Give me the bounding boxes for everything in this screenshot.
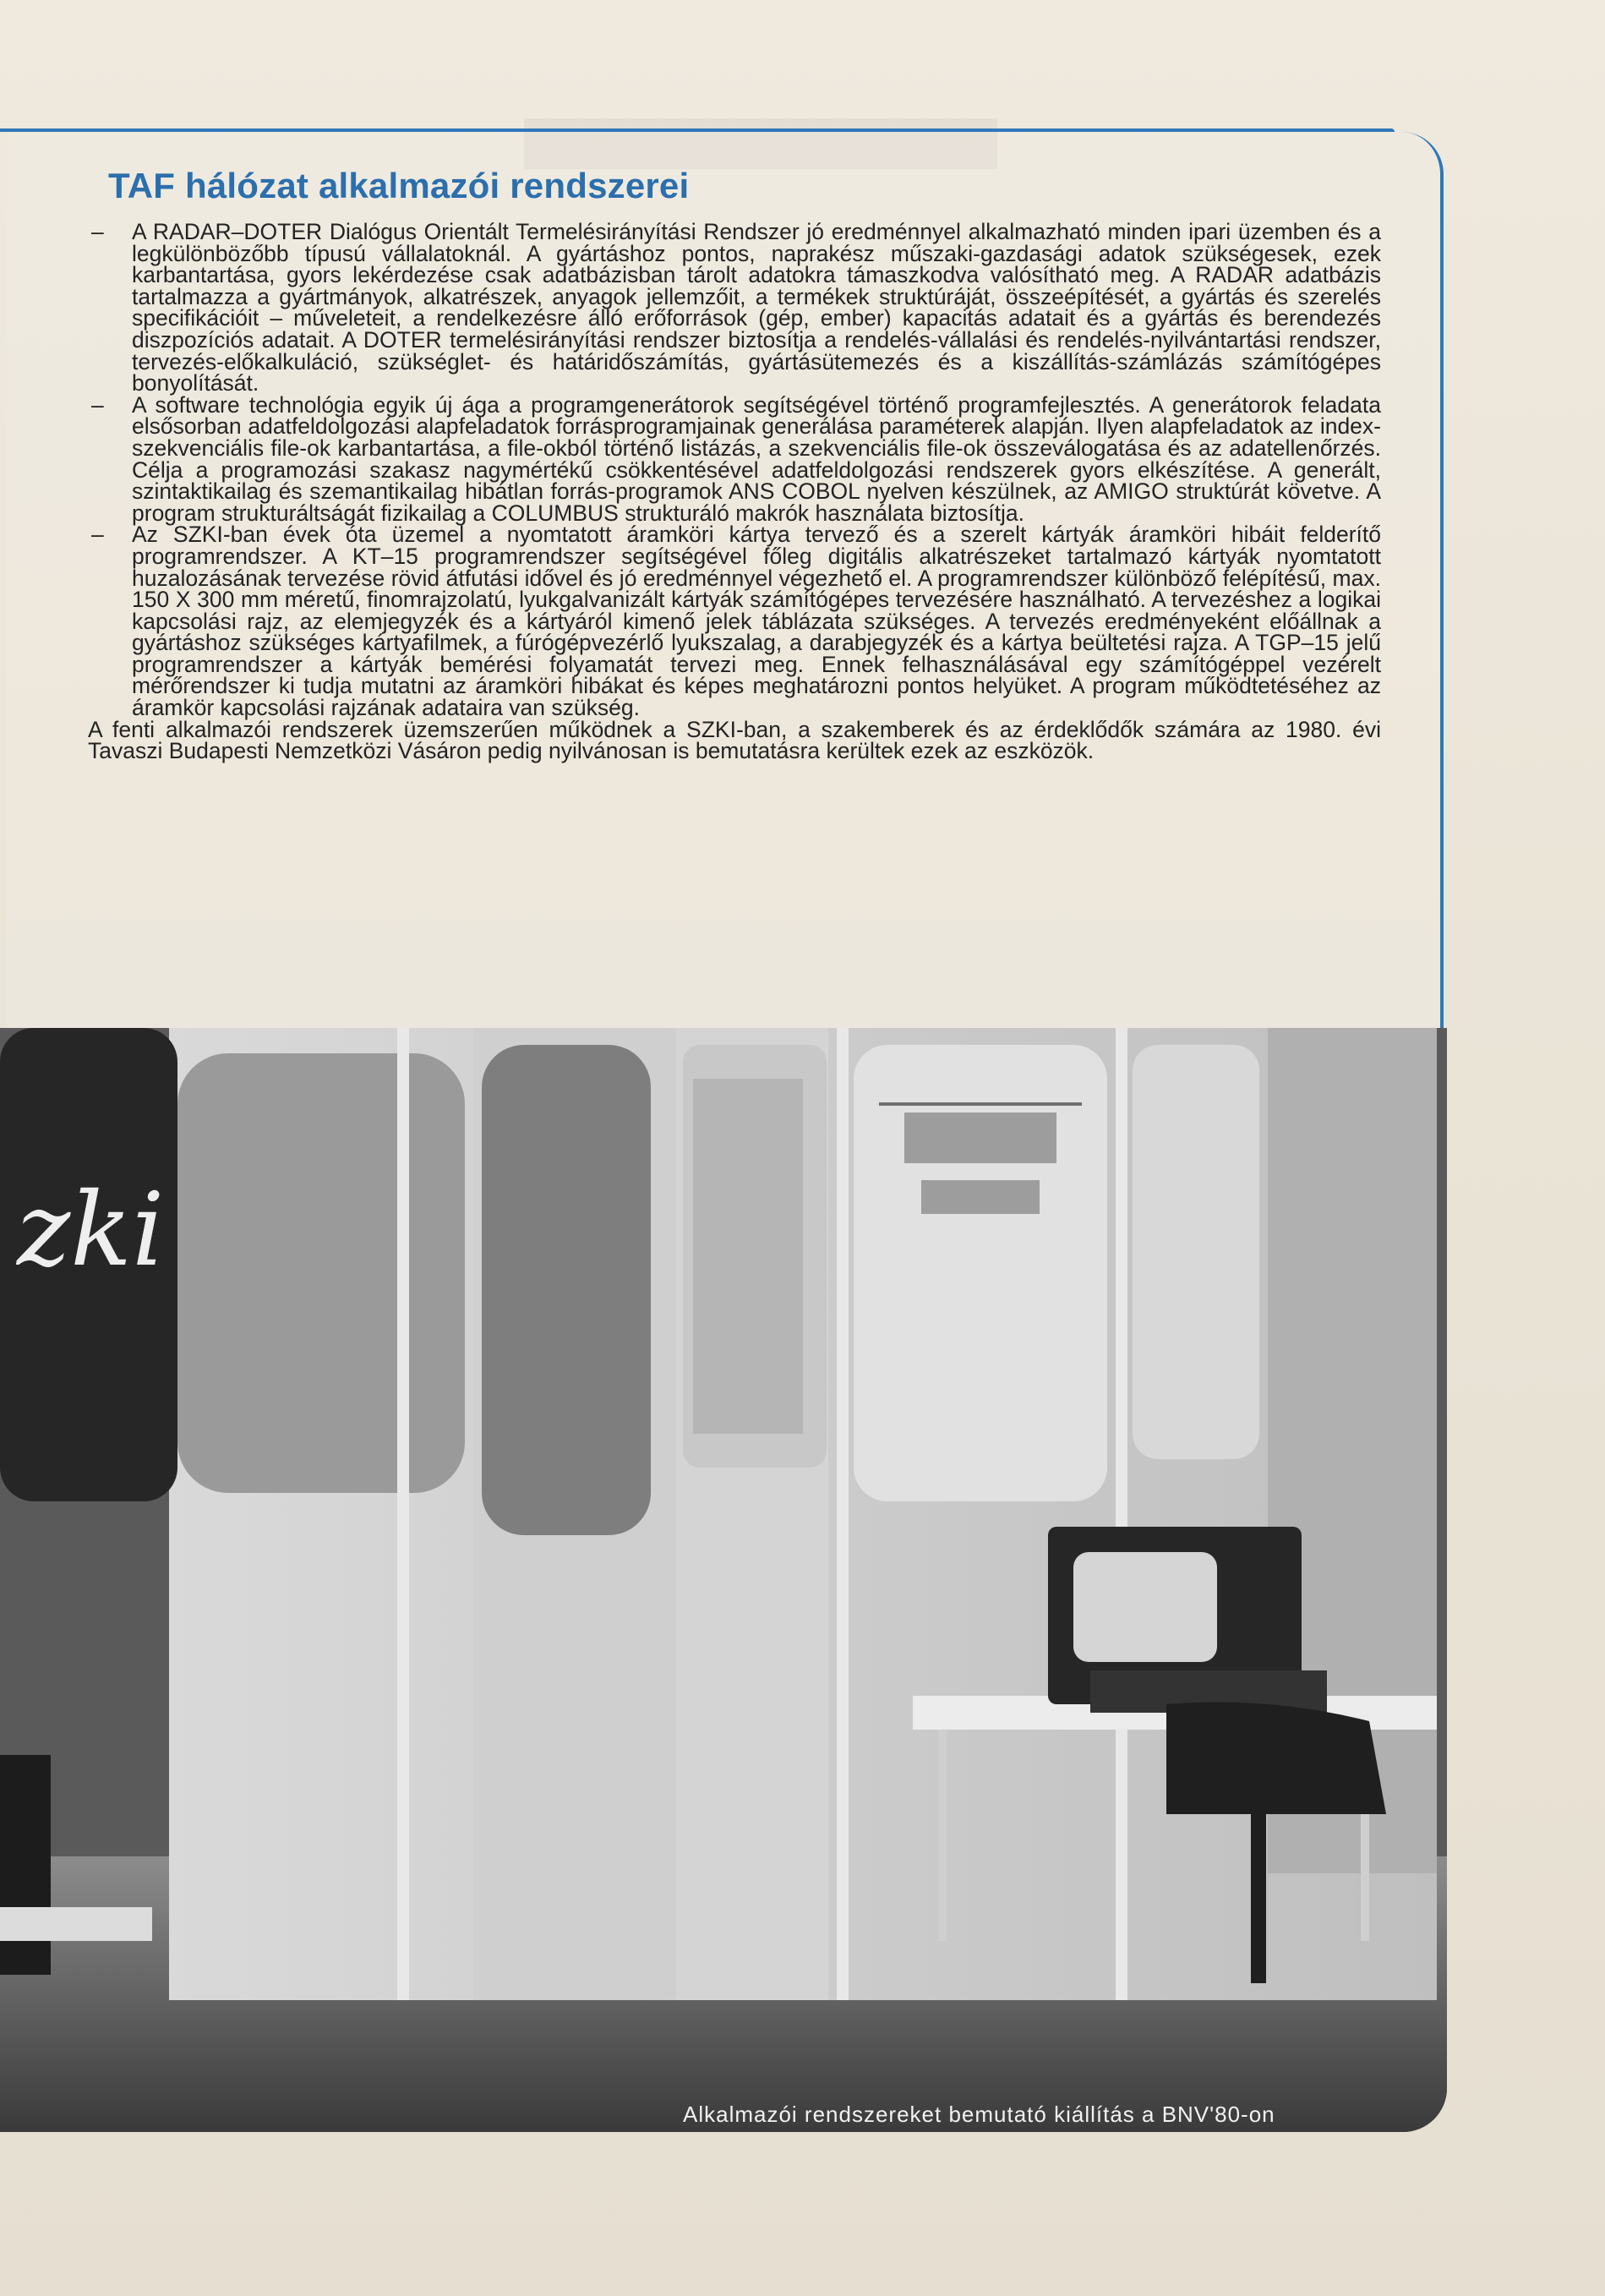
exhibition-photo-illustration bbox=[0, 1028, 1447, 2132]
list-bullet: – bbox=[91, 219, 104, 244]
chair-base bbox=[1251, 1814, 1266, 1983]
terminal-screen bbox=[1073, 1552, 1217, 1662]
szki-sign-text: zki bbox=[17, 1172, 165, 1289]
photo-caption: Alkalmazói rendszereket bemutató kiállítás a BNV'80-on bbox=[683, 2102, 1275, 2127]
list-bullet: – bbox=[91, 391, 104, 418]
list-bullet: – bbox=[91, 522, 104, 548]
poster-diagram bbox=[904, 1112, 1056, 1163]
exhibition-photo bbox=[0, 1028, 1447, 2132]
list-item-text: A software technológia egyik új ága a programgenerátorok segítségével történő programfejlesztés. A generátorok feladata elsősorban adatfeldolgozási alapfeladatok forrásprogramjainak generálása paraméterek alapján. Ilyen alapfeladatok az index-szekvenciális file-ok karbantartása, a file-okból történő listázás, a szekvenciális file-ok összeválogatása és az adatellenőrzés. Célja a programozási szakasz nagymértékű csökkentésével adatfeldolgozási rendszerek gyors elkészítése. A generált, szintaktikailag és szemantikailag hibátlan forrás-programok ANS COBOL nyelven készülnek, az AMIGO struktúrát követve. A program strukturáltságát fizikailag a COLUMBUS strukturáló makrók használata biztosítja. bbox=[132, 391, 1381, 526]
poster-diagram bbox=[921, 1180, 1040, 1214]
poster-diagram bbox=[693, 1079, 803, 1434]
list-item bbox=[88, 524, 1381, 719]
display-stand bbox=[0, 1755, 51, 1975]
list-item-text: A RADAR–DOTER Dialógus Orientált Termelésirányítási Rendszer jó eredménnyel alkalmazható minden ipari üzemben és a legkülönbözőbb típusú vállalatoknál. A gyártáshoz pontos, naprakész műszaki-gazdasági adatok szükségesek, ezek karbantartása, gyors lekérdezése csak adatbázisban tárolt adatokra támaszkodva valósítható meg. A RADAR adatbázis tartalmazza a gyártmányok, alkatrészek, anyagok jellemzőit, a termékek struktúráját, összeépítését, a gyártás és szerelés specifikációit – műveleteit, a rendelkezésre álló erőforrások (gép, ember) kapacitás adatait és a gyártás és berendezés diszpozíciós adatait. A DOTER termelésirányítási rendszer biztosítja a rendelés-vállalási és rendelés-nyilvántartási rendszer, tervezés-előkalkuláció, szükséglet- és határidőszámítás, gyártásütemezés és a kiszállítás-számlázás számítógépes bonyolítását. bbox=[132, 219, 1381, 396]
booth-window-middle bbox=[482, 1045, 651, 1535]
list-item bbox=[88, 221, 1381, 395]
booth-post bbox=[397, 1028, 409, 2000]
list-item-text: Az SZKI-ban évek óta üzemel a nyomtatott áramköri kártya tervező és a szerelt kártyák áramköri hibáit felderítő programrendszer. A KT–15 programrendszer segítségével főleg digitális alkatrészeket tartalmazó kártyák nyomtatott huzalozásának tervezése rövid átfutási idővel és jó eredménnyel végezhető el. A programrendszer különböző felépítésű, max. 150 X 300 mm méretű, finomrajzolatú, lyukgalvanizált kártyák számítógépes tervezésére használható. A tervezéshez a logikai kapcsolási rajz, az elemjegyzék és a kártyáról kimenő jelek táblázata szükséges. A tervezés eredményeként előállnak a gyártáshoz szükséges kártyafilmek, a fúrógépvezérlő lyukszalag, a darabjegyzék és a kártya beültetési rajza. A TGP–15 jelű programrendszer a kártyák bemérési folyamatát tervezi meg. Ennek felhasználásával egy számítógéppel vezérelt mérőrendszer ki tudja mutatni az áramköri hibákat és képes meghatározni pontos helyüket. A program működtetéséhez az áramkör kapcsolási rajzának adataira van szükség. bbox=[132, 522, 1381, 721]
table-leg bbox=[938, 1730, 947, 1941]
text-poster bbox=[1133, 1045, 1259, 1459]
list-item bbox=[88, 391, 1381, 526]
booth-window-left bbox=[177, 1053, 465, 1493]
booth-post bbox=[837, 1028, 849, 2000]
side-table bbox=[0, 1907, 152, 1941]
article-body bbox=[88, 221, 1381, 763]
page-title: TAF hálózat alkalmazói rendszerei bbox=[108, 166, 690, 205]
closing-paragraph: A fenti alkalmazói rendszerek üzemszerűen működnek a SZKI-ban, a szakemberek és az érdeklődők számára az 1980. évi Tavaszi Budapesti Nemzetközi Vásáron pedig nyilvánosan is bemutatásra kerültek ezek az eszközök. bbox=[88, 716, 1381, 764]
booth-post bbox=[1116, 1028, 1127, 2000]
office-chair bbox=[1166, 1703, 1386, 1815]
